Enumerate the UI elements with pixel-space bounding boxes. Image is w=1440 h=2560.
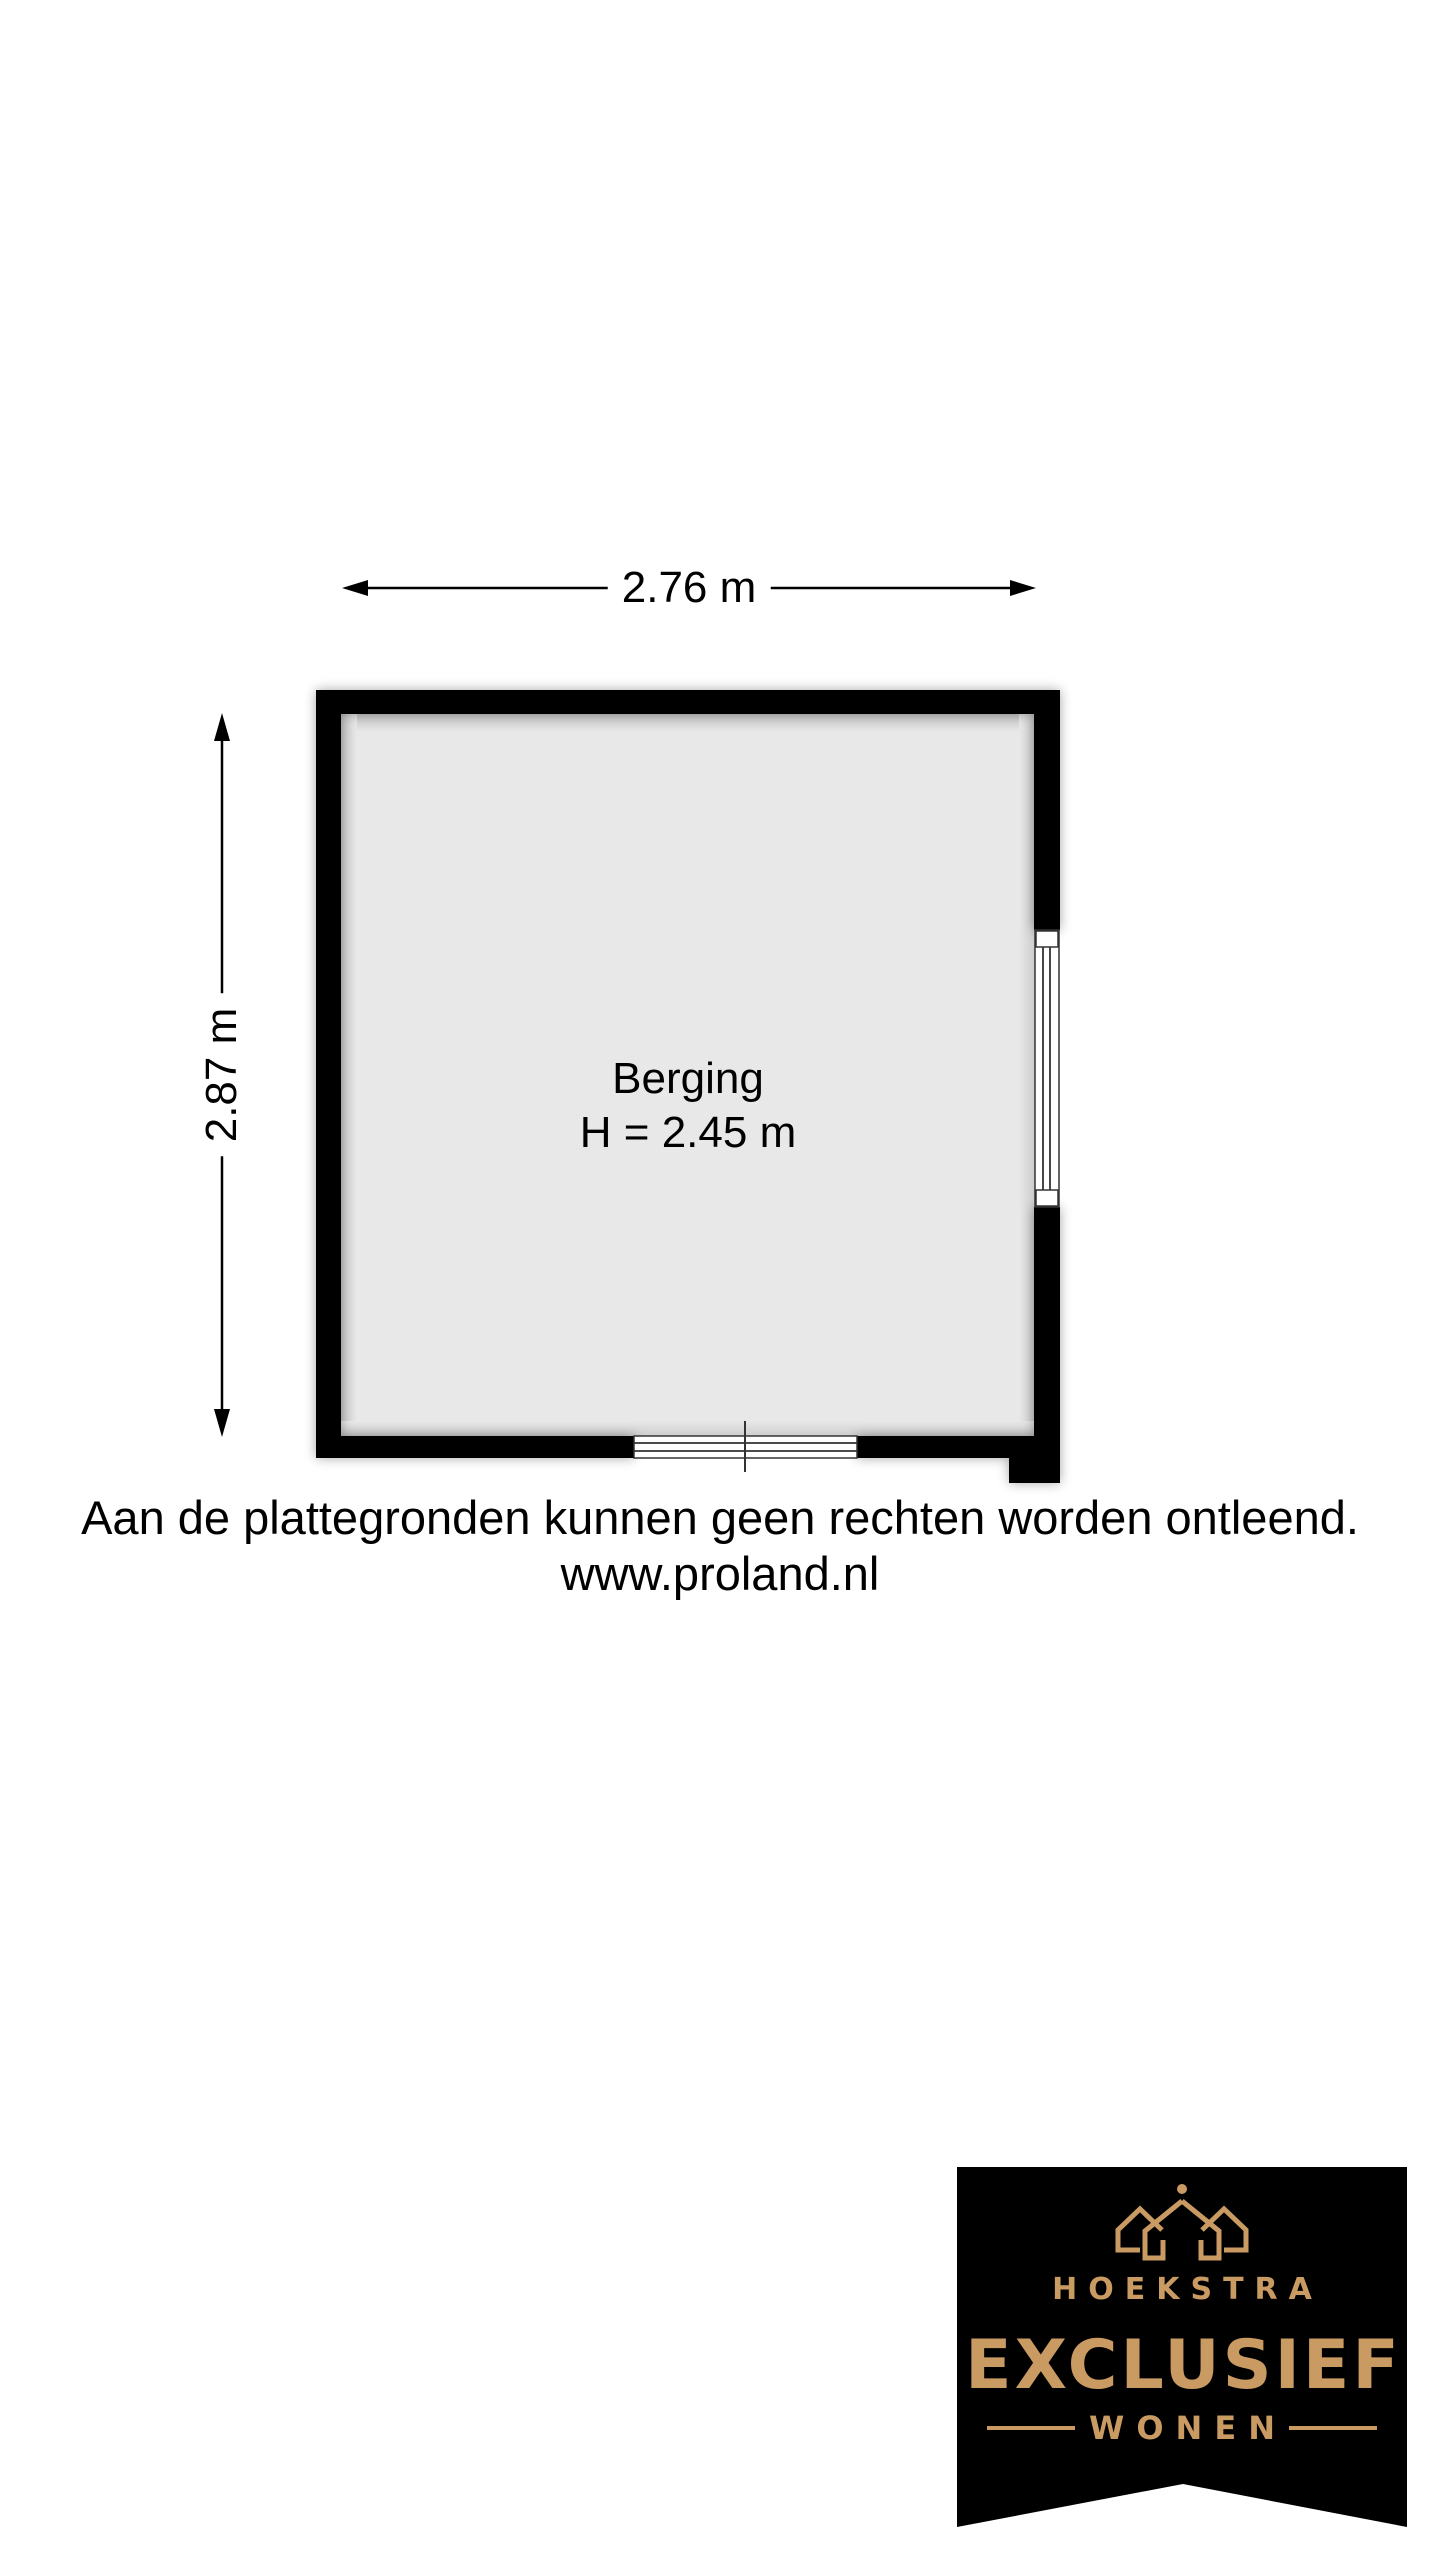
website-text: www.proland.nl	[560, 1547, 880, 1600]
room-name: Berging	[612, 1054, 764, 1103]
arrow-up-icon	[214, 713, 230, 741]
logo-wonen-row	[987, 2408, 1377, 2448]
width-dimension-label: 2.76 m	[608, 566, 771, 610]
arrow-down-icon	[214, 1409, 230, 1437]
logo-rule-left	[987, 2426, 1075, 2430]
arrow-left-icon	[342, 580, 368, 596]
room-label	[580, 1052, 796, 1160]
disclaimer-text: Aan de plattegronden kunnen geen rechten worden ontleend.	[81, 1491, 1359, 1544]
arrow-right-icon	[1010, 580, 1036, 596]
logo-wonen-text: WONEN	[1089, 2409, 1287, 2447]
logo-hoekstra-text: HOEKSTRA	[1052, 2272, 1323, 2307]
window-right	[1035, 930, 1059, 1207]
room-height: H = 2.45 m	[579, 1108, 797, 1157]
logo-rule-right	[1289, 2426, 1377, 2430]
logo-exclusief-text: EXCLUSIEF	[965, 2326, 1402, 2405]
depth-dimension-label: 2.87 m	[200, 994, 244, 1157]
